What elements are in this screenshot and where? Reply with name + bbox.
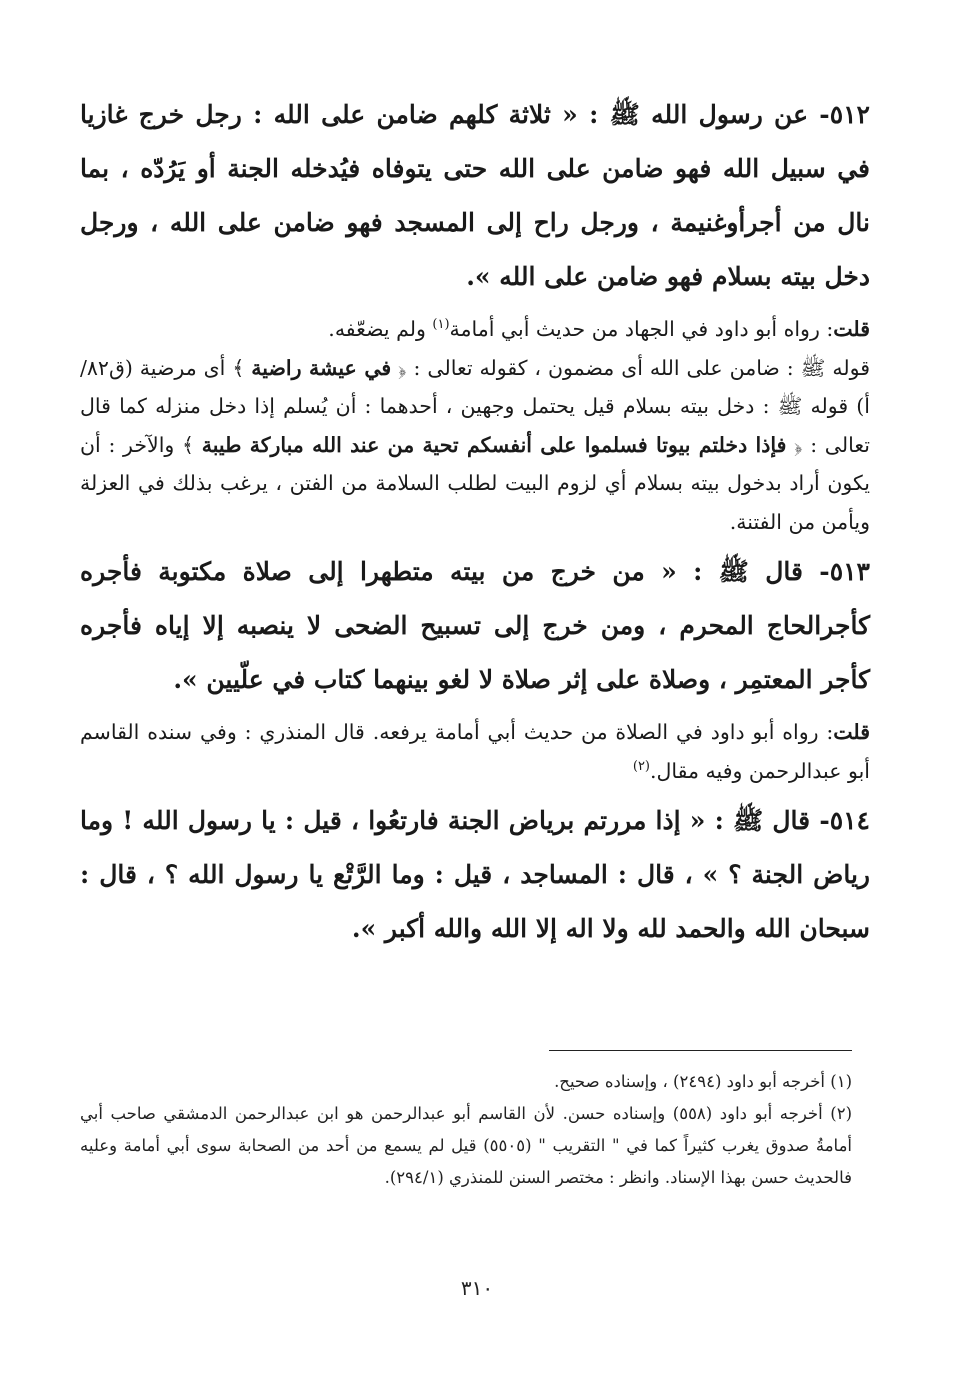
hadith-text: قال ﷺ : « من خرج من بيته متطهرا إلى صلاة مكتوبة فأجره كأجرالحاج المحرم ، ومن خرج إلى تسبيح الضحى لا ينصبه إلا إياه فأجره كأجر المعتمِر ، وصلاة على إثر صلاة لا لغو بينهما كتاب في علّيين ». bbox=[80, 557, 870, 694]
explanation-text: قوله ﷺ : ضامن على الله أى مضمون ، كقوله تعالى : ﴿ bbox=[391, 355, 870, 380]
qult-label: قلت bbox=[833, 720, 870, 744]
hadith-512 bbox=[80, 88, 870, 304]
comment-513 bbox=[80, 713, 870, 790]
page-body bbox=[80, 88, 870, 956]
quran-quote: فإذا دخلتم بيوتا فسلموا على أنفسكم تحية من عند الله مباركة طيبة bbox=[201, 432, 787, 457]
page-number: ٣١٠ bbox=[460, 1276, 494, 1300]
footnote-ref[interactable]: (١) bbox=[432, 317, 450, 333]
explanation-text: ﴾ والآخر : أن يكون أراد بدخول بيته بسلام أي لزوم البيت لطلب السلامة من الفتن ، يرغب بذلك في العزلة ويأمن من الفتنة. bbox=[80, 432, 870, 534]
explanation-text: ﴾ أى مرضية (ق٨٢/أ) قوله ﷺ : دخل بيته بسلام قيل يحتمل وجهين ، أحدهما : أن يُسلم إذا دخل منزله كما قال تعالى : ﴿ bbox=[80, 355, 870, 457]
footnote-separator bbox=[549, 1050, 852, 1051]
quran-quote: في عيشة راضية bbox=[251, 355, 392, 380]
comment-text-after: ولم يضعّفه. bbox=[328, 317, 433, 341]
comment-text: : رواه أبو داود في الجهاد من حديث أبي أمامة bbox=[449, 317, 834, 341]
hadith-number: ٥١٣- bbox=[802, 557, 870, 586]
footnote-marker: (١) bbox=[830, 1072, 852, 1091]
hadith-text: عن رسول الله ﷺ : « ثلاثة كلهم ضامن على الله : رجل خرج غازيا في سبيل الله فهو ضامن على الله حتى يتوفاه فيُدخله الجنة أو يَرُدّه ، بما نال من أجرأوغنيمة ، ورجل راح إلى المسجد فهو ضامن على الله ، ورجل دخل بيته بسلام فهو ضامن على الله ». bbox=[80, 100, 870, 291]
comment-text: : رواه أبو داود في الصلاة من حديث أبي أمامة يرفعه. قال المنذري : وفي سنده القاسم أبو عبدالرحمن وفيه مقال. bbox=[80, 720, 870, 783]
hadith-number: ٥١٤- bbox=[810, 806, 870, 835]
footnote-text: أخرجه أبو داود (٢٤٩٤) ، وإسناده صحيح. bbox=[554, 1072, 831, 1091]
hadith-513 bbox=[80, 545, 870, 707]
hadith-514 bbox=[80, 794, 870, 956]
hadith-number: ٥١٢- bbox=[808, 100, 870, 129]
footnote-1 bbox=[80, 1066, 852, 1098]
qult-label: قلت bbox=[833, 317, 870, 341]
hadith-text: قال ﷺ : « إذا مررتم برياض الجنة فارتعُوا ، قيل : يا رسول الله ! وما رياض الجنة ؟ » ، قال : المساجد ، قيل : وما الرَّتْع يا رسول الله ؟ ، قال : سبحان الله والحمد لله ولا اله إلا الله والله أكبر ». bbox=[80, 806, 870, 943]
explanation-512 bbox=[80, 349, 870, 542]
footnote-ref[interactable]: (٢) bbox=[632, 758, 650, 774]
footnote-2 bbox=[80, 1098, 852, 1194]
footnotes bbox=[80, 1066, 852, 1194]
footnote-marker: (٢) bbox=[830, 1104, 852, 1123]
footnote-text: أخرجه أبو داود (٥٥٨) وإسناده حسن. لأن القاسم أبو عبدالرحمن هو ابن عبدالرحمن الدمشقي صاحب أبي أمامةُ صدوق يغرب كثيراً كما في " التقريب " (٥٥٠٥) قيل لم يسمع من أحد من الصحابة سوى أبي أمامة وعليه فالحديث حسن بهذا الإسناد. وانظر : مختصر السنن للمنذري (٢٩٤/١). bbox=[80, 1104, 853, 1187]
comment-512 bbox=[80, 310, 870, 349]
